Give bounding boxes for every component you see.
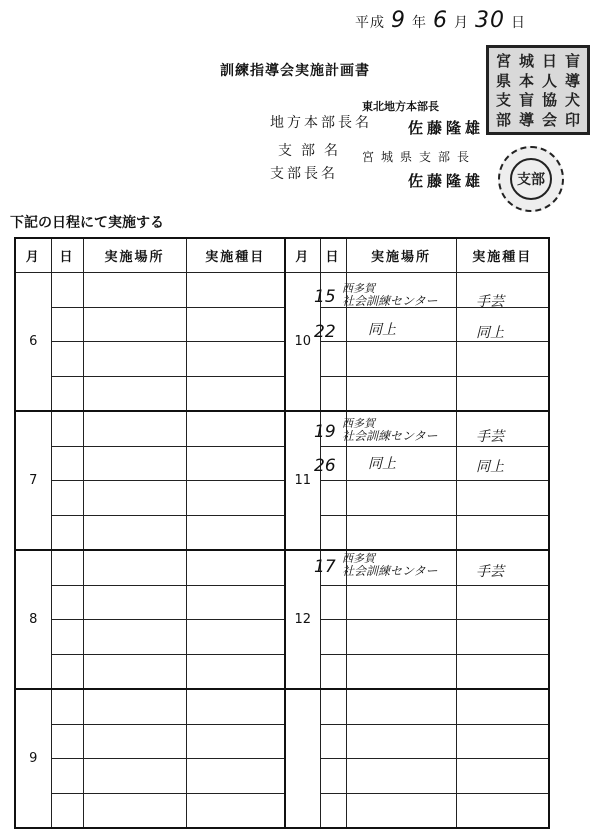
day-cell-right: [320, 793, 346, 828]
entry-place-line1: 西多賀: [342, 282, 375, 295]
type-cell-left: [186, 342, 285, 377]
type-cell-right: [456, 481, 549, 516]
place-cell-left: [83, 724, 186, 759]
seal-character: 盲: [564, 52, 580, 70]
table-row: [15, 342, 549, 377]
date-era: 平成: [355, 15, 385, 31]
day-cell-left: [51, 759, 83, 794]
regional-person-name: 佐藤隆雄: [408, 119, 485, 137]
month-cell-right: [285, 689, 320, 828]
table-row: [15, 273, 549, 308]
header-day-left: 日: [51, 238, 83, 273]
table-row: [15, 550, 549, 585]
seal-character: 導: [518, 110, 534, 128]
day-cell-left: [51, 654, 83, 689]
day-cell-left: [51, 342, 83, 377]
day-cell-right: [320, 515, 346, 550]
seal-character: 印: [564, 110, 580, 128]
day-cell-left: [51, 550, 83, 585]
date-month: 6: [433, 8, 448, 33]
month-cell-right: 12: [285, 550, 320, 689]
day-cell-right: [320, 654, 346, 689]
day-cell-right: [320, 585, 346, 620]
place-cell-right: [346, 724, 456, 759]
entry-day: 15: [314, 287, 336, 307]
document-date: [355, 8, 526, 33]
table-header-row: [15, 238, 549, 273]
entry-day: 17: [314, 557, 336, 577]
place-cell-left: [83, 689, 186, 724]
day-cell-left: [51, 273, 83, 308]
schedule-subtitle: 下記の日程にて実施する: [10, 215, 164, 231]
entry-type: 手芸: [476, 564, 504, 580]
table-row: [15, 689, 549, 724]
place-cell-left: [83, 376, 186, 411]
place-cell-right: [346, 446, 456, 481]
table-row: [15, 515, 549, 550]
regional-office-name: 東北地方本部長: [362, 100, 439, 113]
document-title: 訓練指導会実施計画書: [220, 63, 370, 79]
seal-character: 支: [495, 91, 511, 109]
type-cell-left: [186, 793, 285, 828]
place-cell-right: [346, 689, 456, 724]
entry-place: [342, 553, 438, 577]
place-cell-right: [346, 759, 456, 794]
month-cell-right: 10: [285, 273, 320, 412]
place-cell-left: [83, 446, 186, 481]
table-row: [15, 759, 549, 794]
day-cell-left: [51, 446, 83, 481]
table-row: [15, 307, 549, 342]
entry-place: 同上: [368, 322, 396, 338]
place-cell-left: [83, 759, 186, 794]
regional-office-label: 地方本部長名: [270, 115, 372, 131]
type-cell-right: [456, 376, 549, 411]
type-cell-right: [456, 515, 549, 550]
header-type-left: 実施種目: [186, 238, 285, 273]
entry-day: 26: [314, 456, 336, 476]
header-month-right: 月: [285, 238, 320, 273]
date-year: 9: [391, 8, 406, 33]
place-cell-right: [346, 620, 456, 655]
day-cell-left: [51, 376, 83, 411]
type-cell-right: [456, 759, 549, 794]
branch-head-label: 支部長名: [270, 166, 338, 182]
place-cell-right: [346, 307, 456, 342]
month-cell-right: 11: [285, 411, 320, 550]
type-cell-left: [186, 273, 285, 308]
type-cell-left: [186, 411, 285, 446]
place-cell-left: [83, 585, 186, 620]
type-cell-left: [186, 620, 285, 655]
type-cell-left: [186, 585, 285, 620]
place-cell-right: [346, 654, 456, 689]
seal-character: 協: [541, 91, 557, 109]
schedule-table: [14, 237, 550, 829]
type-cell-right: [456, 689, 549, 724]
type-cell-left: [186, 689, 285, 724]
place-cell-left: [83, 550, 186, 585]
entry-place-line2: 社会訓練センター: [342, 564, 438, 578]
type-cell-left: [186, 376, 285, 411]
date-year-unit: 年: [412, 15, 427, 31]
round-seal-stamp: [498, 146, 564, 212]
entry-place-line1: 西多賀: [342, 417, 375, 430]
table-row: [15, 585, 549, 620]
type-cell-left: [186, 481, 285, 516]
place-cell-left: [83, 620, 186, 655]
day-cell-left: [51, 411, 83, 446]
entry-place-line2: 社会訓練センター: [342, 429, 438, 443]
branch-label: 支部名: [278, 143, 347, 159]
place-cell-left: [83, 654, 186, 689]
entry-type: 同上: [476, 459, 504, 475]
header-month-left: 月: [15, 238, 51, 273]
place-cell-right: [346, 481, 456, 516]
day-cell-left: [51, 307, 83, 342]
type-cell-right: [456, 654, 549, 689]
place-cell-left: [83, 273, 186, 308]
type-cell-right: [456, 342, 549, 377]
table-row: [15, 620, 549, 655]
entry-place: [342, 418, 438, 442]
day-cell-left: [51, 620, 83, 655]
entry-place-line2: 社会訓練センター: [342, 294, 438, 308]
table-row: [15, 446, 549, 481]
month-cell-left: 8: [15, 550, 51, 689]
branch-person-name: 佐藤隆雄: [408, 172, 485, 190]
table-row: [15, 654, 549, 689]
round-seal-inner: 支部: [510, 158, 552, 200]
type-cell-right: [456, 585, 549, 620]
place-cell-right: [346, 793, 456, 828]
date-day-unit: 日: [511, 15, 526, 31]
type-cell-right: [456, 620, 549, 655]
entry-day: 19: [314, 422, 336, 442]
table-row: [15, 411, 549, 446]
seal-character: 城: [518, 52, 534, 70]
table-row: [15, 724, 549, 759]
table-row: [15, 793, 549, 828]
seal-character: 部: [495, 110, 511, 128]
type-cell-left: [186, 759, 285, 794]
seal-character: 本: [518, 71, 534, 89]
day-cell-right: [320, 376, 346, 411]
place-cell-right: [346, 376, 456, 411]
date-month-unit: 月: [454, 15, 469, 31]
branch-name: 宮城県支部長: [362, 150, 477, 164]
month-cell-left: 7: [15, 411, 51, 550]
day-cell-right: [320, 689, 346, 724]
day-cell-right: [320, 481, 346, 516]
type-cell-left: [186, 724, 285, 759]
seal-character: 宮: [495, 52, 511, 70]
day-cell-left: [51, 793, 83, 828]
day-cell-left: [51, 689, 83, 724]
entry-type: 手芸: [476, 294, 504, 310]
day-cell-left: [51, 515, 83, 550]
place-cell-left: [83, 411, 186, 446]
seal-character: 盲: [518, 91, 534, 109]
place-cell-left: [83, 307, 186, 342]
month-cell-left: 6: [15, 273, 51, 412]
day-cell-left: [51, 481, 83, 516]
entry-place-line1: 西多賀: [342, 552, 375, 565]
type-cell-left: [186, 515, 285, 550]
seal-character: 会: [541, 110, 557, 128]
seal-character: 県: [495, 71, 511, 89]
type-cell-right: [456, 793, 549, 828]
entry-place: [342, 283, 438, 307]
day-cell-right: [320, 724, 346, 759]
month-cell-left: 9: [15, 689, 51, 828]
header-place-right: 実施場所: [346, 238, 456, 273]
place-cell-left: [83, 793, 186, 828]
place-cell-left: [83, 481, 186, 516]
day-cell-left: [51, 724, 83, 759]
table-row: [15, 481, 549, 516]
table-row: [15, 376, 549, 411]
place-cell-right: [346, 342, 456, 377]
place-cell-left: [83, 515, 186, 550]
date-day: 30: [475, 8, 505, 33]
type-cell-left: [186, 446, 285, 481]
entry-place: 同上: [368, 456, 396, 472]
day-cell-right: [320, 620, 346, 655]
type-cell-left: [186, 550, 285, 585]
seal-character: 日: [541, 52, 557, 70]
type-cell-right: [456, 724, 549, 759]
entry-type: 同上: [476, 325, 504, 341]
header-day-right: 日: [320, 238, 346, 273]
place-cell-left: [83, 342, 186, 377]
entry-type: 手芸: [476, 429, 504, 445]
place-cell-right: [346, 515, 456, 550]
header-type-right: 実施種目: [456, 238, 549, 273]
square-seal-stamp: [486, 45, 590, 135]
header-place-left: 実施場所: [83, 238, 186, 273]
type-cell-left: [186, 654, 285, 689]
type-cell-left: [186, 307, 285, 342]
seal-character: 導: [564, 71, 580, 89]
seal-character: 人: [541, 71, 557, 89]
day-cell-right: [320, 759, 346, 794]
day-cell-right: [320, 342, 346, 377]
place-cell-right: [346, 585, 456, 620]
day-cell-left: [51, 585, 83, 620]
seal-character: 犬: [564, 91, 580, 109]
entry-day: 22: [314, 322, 336, 342]
